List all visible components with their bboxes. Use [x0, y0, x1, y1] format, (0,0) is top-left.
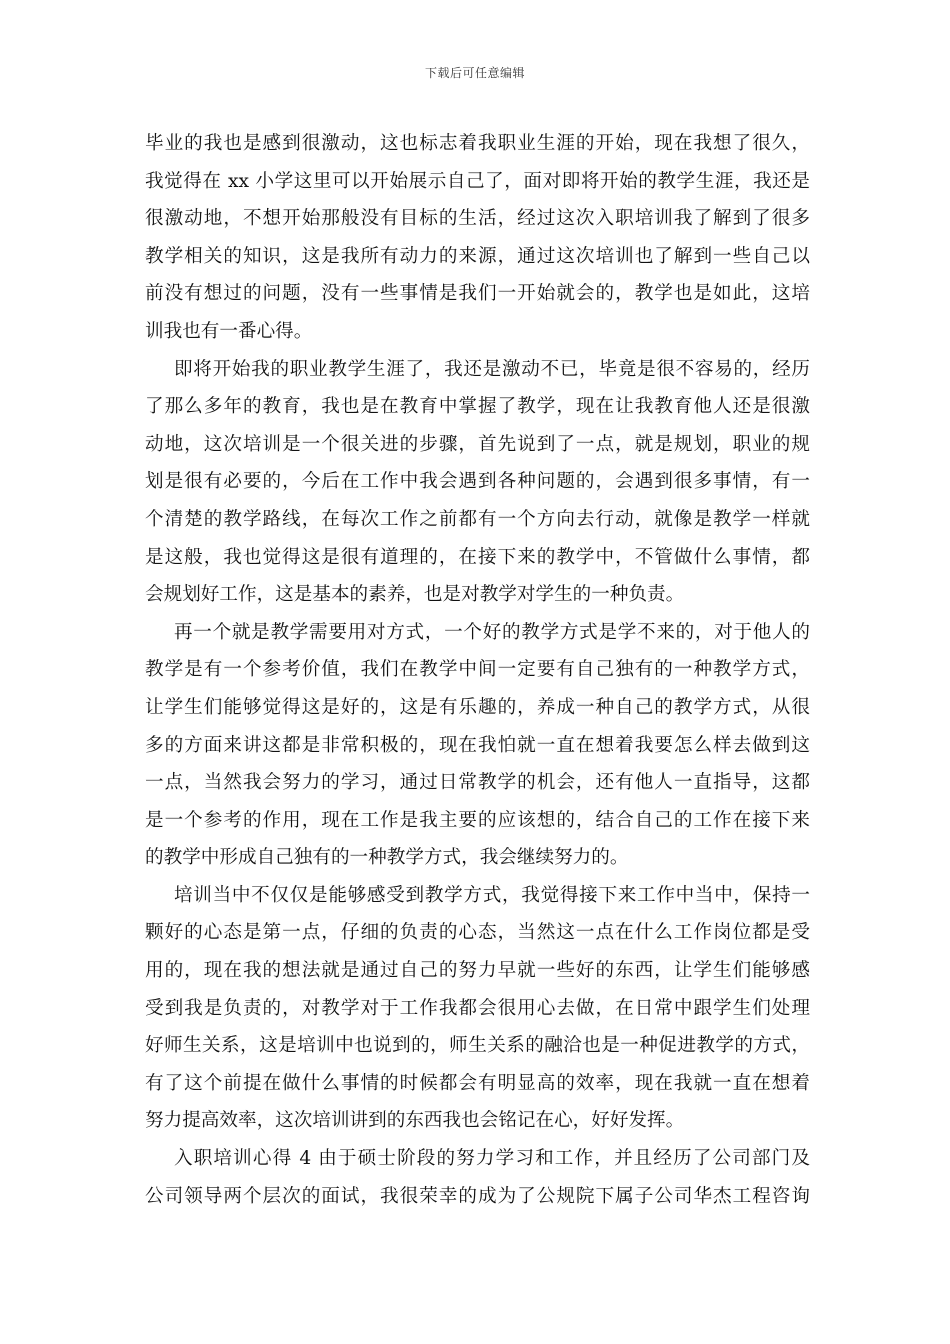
- text-line: 即将开始我的职业教学生涯了，我还是激动不已，毕竟是很不容易的，经历: [174, 358, 810, 380]
- paragraph: [145, 614, 810, 877]
- text-line: 教学是有一个参考价值，我们在教学中间一定要有自己独有的一种教学方式，: [145, 659, 810, 681]
- text-line: 努力提高效率，这次培训讲到的东西我也会铭记在心，好好发挥。: [145, 1110, 685, 1132]
- text-line: 划是很有必要的，今后在工作中我会遇到各种问题的，会遇到很多事情，有一: [145, 471, 810, 493]
- text-line: 毕业的我也是感到很激动，这也标志着我职业生涯的开始，现在我想了很久，: [145, 133, 810, 154]
- document-body: [145, 125, 810, 1215]
- text-line: 受到我是负责的，对教学对于工作我都会很用心去做，在日常中跟学生们处理: [145, 997, 810, 1019]
- paragraph: [145, 351, 810, 614]
- text-line: 会规划好工作，这是基本的素养，也是对教学对学生的一种负责。: [145, 584, 685, 606]
- text-line: 我觉得在 xx 小学这里可以开始展示自己了，面对即将开始的教学生涯，我还是: [145, 170, 810, 192]
- text-line: 动地，这次培训是一个很关进的步骤，首先说到了一点，就是规划，职业的规: [145, 433, 810, 455]
- page-header: 下载后可任意编辑: [424, 66, 525, 80]
- text-line: 再一个就是教学需要用对方式，一个好的教学方式是学不来的，对于他人的: [174, 621, 810, 643]
- paragraph: [145, 877, 810, 1140]
- text-line: 让学生们能够觉得这是好的，这是有乐趣的，养成一种自己的教学方式，从很: [145, 696, 810, 718]
- text-line: 颗好的心态是第一点，仔细的负责的心态，当然这一点在什么工作岗位都是受: [145, 922, 810, 944]
- text-line: 好师生关系，这是培训中也说到的，师生关系的融洽也是一种促进教学的方式，: [145, 1035, 810, 1057]
- text-line: 有了这个前提在做什么事情的时候都会有明显高的效率，现在我就一直在想着: [145, 1072, 810, 1094]
- paragraph: [145, 1140, 810, 1215]
- text-line: 是一个参考的作用，现在工作是我主要的应该想的，结合自己的工作在接下来: [145, 809, 810, 831]
- text-line: 公司领导两个层次的面试，我很荣幸的成为了公规院下属子公司华杰工程咨询: [145, 1185, 810, 1207]
- paragraph: [145, 125, 810, 351]
- text-line: 训我也有一番心得。: [145, 320, 313, 342]
- text-line: 了那么多年的教育，我也是在教育中掌握了教学，现在让我教育他人还是很激: [145, 396, 810, 418]
- text-line: 多的方面来讲这都是非常积极的，现在我怕就一直在想着我要怎么样去做到这: [145, 734, 810, 756]
- text-line: 的教学中形成自己独有的一种教学方式，我会继续努力的。: [145, 847, 629, 869]
- text-line: 是这般，我也觉得这是很有道理的，在接下来的教学中，不管做什么事情，都: [145, 546, 810, 568]
- text-line: 入职培训心得 4 由于硕士阶段的努力学习和工作，并且经历了公司部门及: [174, 1148, 810, 1170]
- text-line: 前没有想过的问题，没有一些事情是我们一开始就会的，教学也是如此，这培: [145, 283, 810, 305]
- text-line: 一点，当然我会努力的学习，通过日常教学的机会，还有他人一直指导，这都: [145, 772, 810, 794]
- text-line: 个清楚的教学路线，在每次工作之前都有一个方向去行动，就像是教学一样就: [145, 508, 810, 530]
- text-line: 教学相关的知识，这是我所有动力的来源，通过这次培训也了解到一些自己以: [145, 245, 810, 267]
- text-line: 培训当中不仅仅是能够感受到教学方式，我觉得接下来工作中当中，保持一: [174, 884, 810, 906]
- text-line: 很激动地，不想开始那般没有目标的生活，经过这次入职培训我了解到了很多: [145, 208, 810, 230]
- text-line: 用的，现在我的想法就是通过自己的努力早就一些好的东西，让学生们能够感: [145, 960, 810, 982]
